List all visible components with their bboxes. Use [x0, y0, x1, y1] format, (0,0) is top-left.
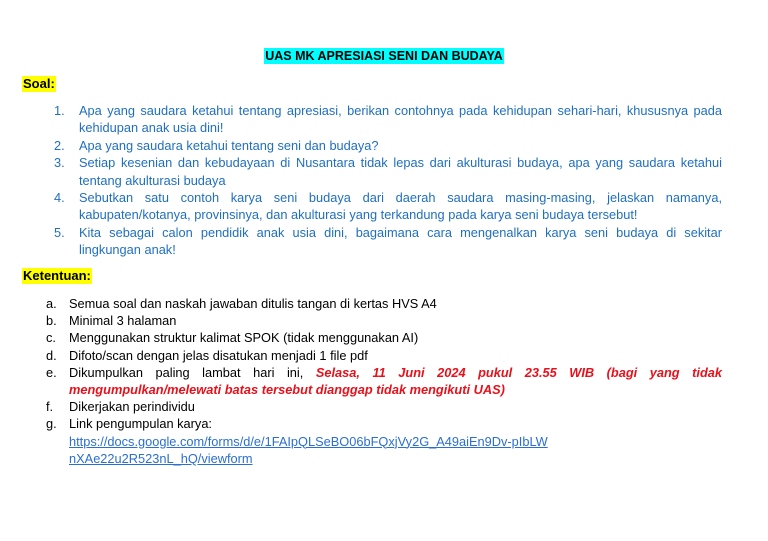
rule-letter: e. [46, 364, 57, 380]
list-item [46, 295, 722, 312]
list-item [46, 398, 722, 415]
ketentuan-heading: Ketentuan: [23, 268, 91, 283]
rule-text: Semua soal dan naskah jawaban ditulis tangan di kertas HVS A4 [69, 296, 437, 311]
rule-text: Dikumpulkan paling lambat hari ini, [69, 364, 304, 380]
deadline-emphasis: Selasa, 11 Juni 2024 pukul 23.55 WIB (bagi yang tidak mengumpulkan/melewati batas tersebut dianggap tidak mengikuti UAS) [69, 364, 723, 398]
question-number: 3. [54, 155, 65, 171]
list-item [46, 312, 722, 329]
rule-letter: d. [46, 347, 57, 363]
document-title: UAS MK APRESIASI SENI DAN BUDAYA [265, 49, 503, 63]
list-item [46, 347, 722, 364]
rule-letter: g. [46, 416, 57, 432]
rule-text: Link pengumpulan karya: [69, 416, 212, 432]
list-item [46, 415, 722, 467]
question-number: 5. [54, 224, 65, 240]
list-item [54, 137, 722, 154]
rule-letter: f. [46, 399, 54, 415]
question-number: 2. [54, 137, 65, 153]
title-block [0, 47, 768, 65]
question-text: Setiap kesenian dan kebudayaan di Nusantara tidak lepas dari akulturasi budaya, apa yang saudara ketahui tentang akulturasi budaya [79, 155, 722, 188]
question-text: Apa yang saudara ketahui tentang apresiasi, berikan contohnya pada kehidupan sehari-hari, khususnya pada kehidupan anak usia dini! [79, 103, 722, 136]
list-item [46, 329, 722, 346]
rule-letter: b. [46, 313, 57, 329]
rule-text: Dikerjakan perindividu [69, 399, 195, 415]
question-text: Apa yang saudara ketahui tentang seni dan budaya? [79, 137, 379, 153]
rule-text: Menggunakan struktur kalimat SPOK (tidak menggunakan AI) [69, 330, 419, 346]
rule-text: Minimal 3 halaman [69, 313, 177, 329]
list-item [54, 154, 722, 189]
list-item [54, 224, 722, 259]
rule-text: Difoto/scan dengan jelas disatukan menjadi 1 file pdf [69, 347, 368, 363]
rule-letter: a. [46, 296, 57, 311]
list-item [46, 364, 722, 398]
question-text: Kita sebagai calon pendidik anak usia dini, bagaimana cara mengenalkan karya seni budaya di sekitar lingkungan anak! [79, 224, 722, 258]
soal-heading: Soal: [23, 76, 55, 91]
list-item [54, 189, 722, 224]
submission-link[interactable]: https://docs.google.com/forms/d/e/1FAIpQLSeBO06bFQxjVy2G_A49aiEn9Dv-pIbLWnXAe22u2R523nL_hQ/viewform [69, 433, 548, 466]
question-text: Sebutkan satu contoh karya seni budaya dari daerah saudara masing-masing, jelaskan namanya, kabupaten/kotanya, provinsinya, dan akulturasi yang terkandung pada karya seni budaya tersebut! [79, 190, 722, 223]
list-item [54, 102, 722, 137]
question-number: 1. [54, 103, 65, 118]
soal-list [54, 102, 722, 259]
ketentuan-list [46, 295, 722, 467]
question-number: 4. [54, 190, 65, 206]
rule-letter: c. [46, 330, 56, 346]
